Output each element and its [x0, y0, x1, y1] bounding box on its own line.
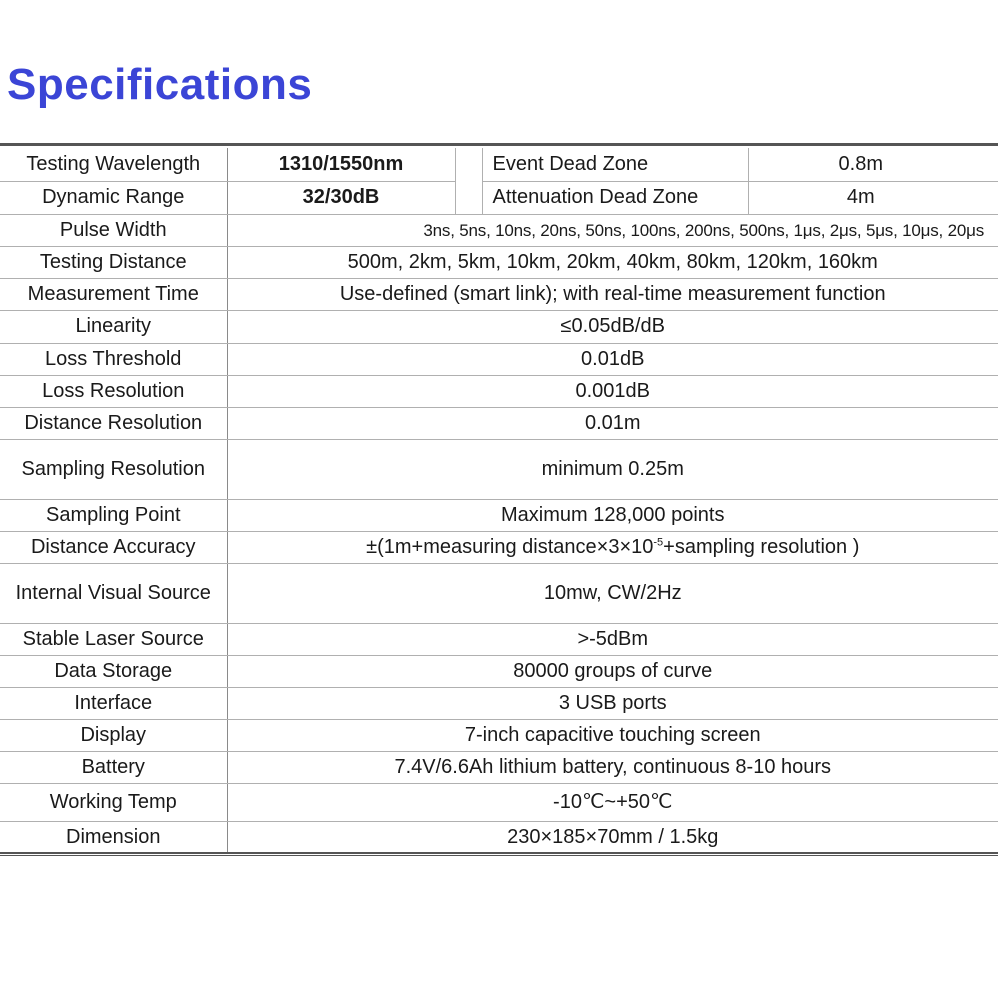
table-row — [0, 563, 998, 623]
table-row — [0, 407, 998, 439]
spec-label: Sampling Point — [0, 499, 227, 531]
spec-value: 0.8m — [748, 148, 973, 181]
spec-label: Dynamic Range — [0, 181, 227, 214]
spec-value: >-5dBm — [227, 623, 998, 655]
spec-label: Testing Wavelength — [0, 148, 227, 181]
spec-label: Testing Distance — [0, 246, 227, 278]
spec-label: Battery — [0, 751, 227, 783]
spec-label: Pulse Width — [0, 214, 227, 246]
table-bottom-rule — [0, 852, 998, 856]
spec-value: 80000 groups of curve — [227, 655, 998, 687]
spec-label: Loss Threshold — [0, 343, 227, 375]
spec-value: 10mw, CW/2Hz — [227, 563, 998, 623]
spec-value: 230×185×70mm / 1.5kg — [227, 821, 998, 853]
spec-value: 3ns, 5ns, 10ns, 20ns, 50ns, 100ns, 200ns, 500ns, 1μs, 2μs, 5μs, 10μs, 20μs — [227, 214, 998, 246]
spec-label: Working Temp — [0, 783, 227, 821]
spec-label: Measurement Time — [0, 278, 227, 310]
spacer-cell — [973, 181, 998, 214]
spec-value: minimum 0.25m — [227, 439, 998, 499]
spec-value — [227, 531, 998, 563]
spec-label: Display — [0, 719, 227, 751]
spec-table — [0, 148, 998, 853]
spec-label: Linearity — [0, 310, 227, 343]
spec-value: 7.4V/6.6Ah lithium battery, continuous 8-10 hours — [227, 751, 998, 783]
table-row — [0, 531, 998, 563]
table-row — [0, 375, 998, 407]
column-separator — [455, 148, 482, 214]
spec-label: Event Dead Zone — [482, 148, 748, 181]
table-top-rule — [0, 143, 998, 146]
spec-value: -10℃~+50℃ — [227, 783, 998, 821]
spec-value: 3 USB ports — [227, 687, 998, 719]
spec-value: 0.01dB — [227, 343, 998, 375]
table-row — [0, 181, 998, 214]
table-row — [0, 751, 998, 783]
table-row — [0, 310, 998, 343]
page-title: Specifications — [7, 60, 313, 109]
spec-label: Distance Accuracy — [0, 531, 227, 563]
spec-label: Stable Laser Source — [0, 623, 227, 655]
spec-label: Distance Resolution — [0, 407, 227, 439]
table-row — [0, 623, 998, 655]
spec-value: 500m, 2km, 5km, 10km, 20km, 40km, 80km, 120km, 160km — [227, 246, 998, 278]
spec-value: 0.01m — [227, 407, 998, 439]
spec-value: Maximum 128,000 points — [227, 499, 998, 531]
spec-value: ≤0.05dB/dB — [227, 310, 998, 343]
spec-label: Sampling Resolution — [0, 439, 227, 499]
table-row — [0, 499, 998, 531]
table-row — [0, 655, 998, 687]
spec-value: 32/30dB — [227, 181, 455, 214]
spec-value: Use-defined (smart link); with real-time measurement function — [227, 278, 998, 310]
spec-value: 1310/1550nm — [227, 148, 455, 181]
table-row — [0, 343, 998, 375]
spec-label: Interface — [0, 687, 227, 719]
spec-value: 7-inch capacitive touching screen — [227, 719, 998, 751]
table-row — [0, 719, 998, 751]
spec-label: Internal Visual Source — [0, 563, 227, 623]
table-row — [0, 246, 998, 278]
spec-value: 0.001dB — [227, 375, 998, 407]
table-row — [0, 439, 998, 499]
spec-label: Dimension — [0, 821, 227, 853]
table-row — [0, 214, 998, 246]
spec-label: Attenuation Dead Zone — [482, 181, 748, 214]
spacer-cell — [973, 148, 998, 181]
table-row — [0, 687, 998, 719]
spec-label: Data Storage — [0, 655, 227, 687]
spec-label: Loss Resolution — [0, 375, 227, 407]
table-row — [0, 821, 998, 853]
accuracy-text-tail: +sampling resolution ) — [663, 535, 860, 558]
accuracy-exponent: -5 — [653, 535, 664, 548]
accuracy-text: ±(1m+measuring distance×3×10 — [366, 535, 654, 558]
table-row — [0, 278, 998, 310]
table-row — [0, 783, 998, 821]
table-row — [0, 148, 998, 181]
spec-value: 4m — [748, 181, 973, 214]
